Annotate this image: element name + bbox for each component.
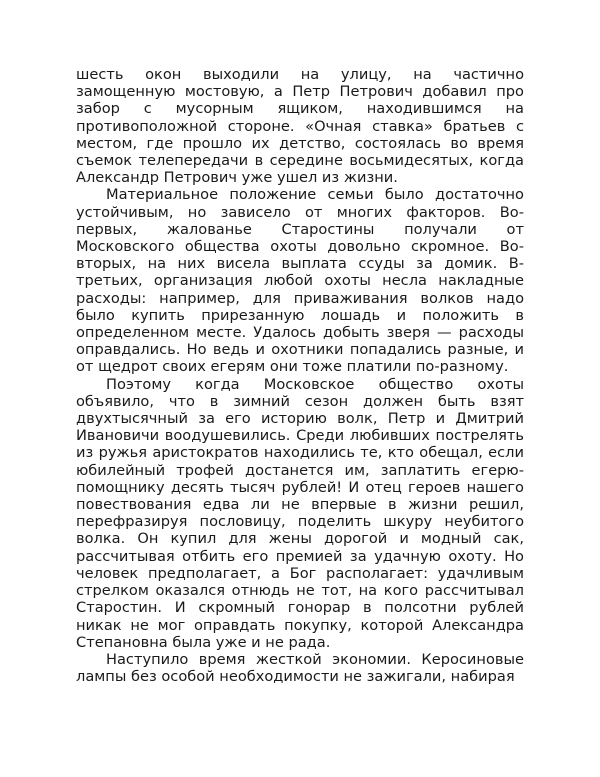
paragraph: Поэтому когда Московское общество охоты объявило, что в зимний сезон должен быть взят двухтысячный за его историю волк, Петр и Дмитрий Ивановичи воодушевились. Среди любивших пострелять из ружья аристократов находились те, кто обещал, если юбилейный трофей достанется им, заплатить егерю-помощнику десять тысяч рублей! И отец героев нашего повествования едва ли не впервые в жизни решил, перефразируя пословицу, поделить шкуру неубитого волка. Он купил для жены дорогой и модный сак, рассчитывая отбить его премией за удачную охоту. Но человек предполагает, а Бог располагает: удачливым стрелком оказался отнюдь не тот, на кого рассчитывал Старостин. И скромный гонорар в полсотни рублей никак не мог оправдать покупку, которой Александра Степановна была уже и не рада. xyxy=(76,375,524,651)
document-page xyxy=(76,66,524,685)
paragraph: Наступило время жесткой экономии. Керосиновые лампы без особой необходимости не зажигали, набирая xyxy=(76,650,524,686)
paragraph-continuation: шесть окон выходили на улицу, на частично замощенную мостовую, а Петр Петрович добавил про забор с мусорным ящиком, находившимся на противоположной стороне. «Очная ставка» братьев с местом, где прошло их детство, состоялась во время съемок телепередачи в середине восьмидесятых, когда Александр Петрович уже ушел из жизни. xyxy=(76,66,524,187)
paragraph: Материальное положение семьи было достаточно устойчивым, но зависело от многих факторов. Во-первых, жалованье Старостины получали от Московского общества охоты довольно скромное. Во-вторых, на них висела выплата ссуды за домик. В-третьих, организация любой охоты несла накладные расходы: например, для приваживания волков надо было купить прирезанную лошадь и положить в определенном месте. Удалось добыть зверя — расходы оправдались. Но ведь и охотники попадались разные, и от щедрот своих егерям они тоже платили по-разному. xyxy=(76,186,524,376)
